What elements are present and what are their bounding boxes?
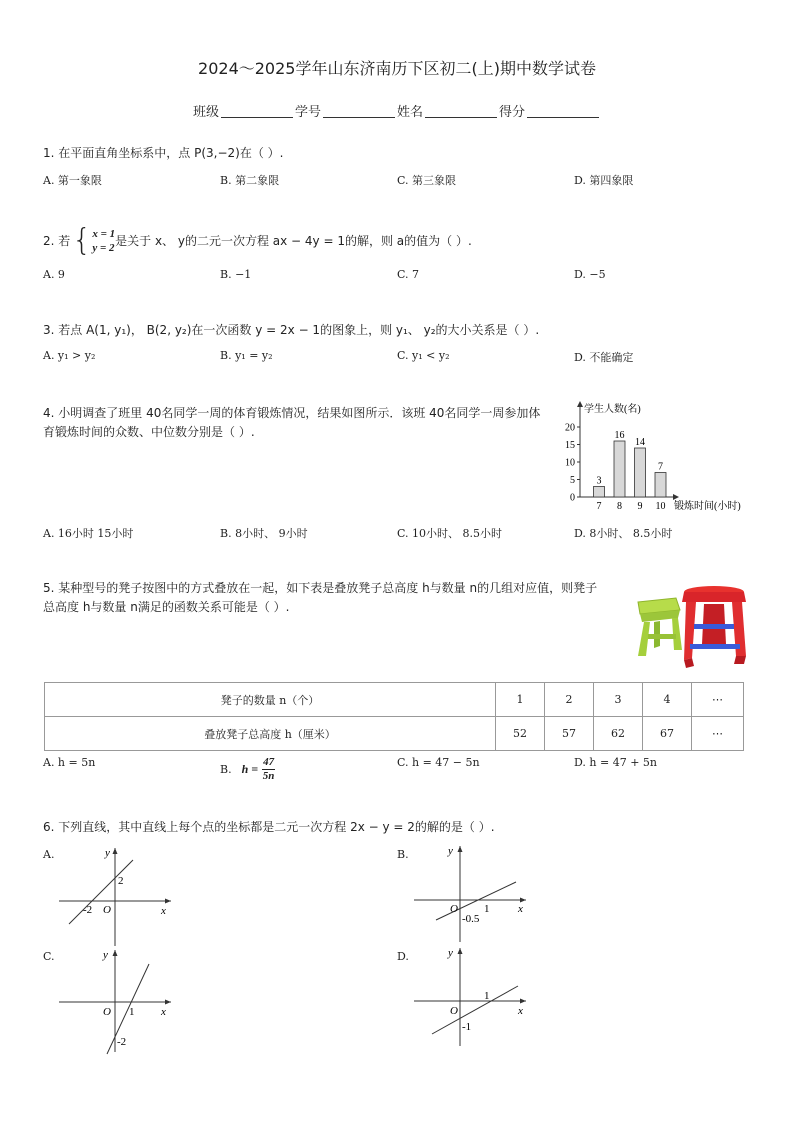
table-cell: 4 bbox=[643, 683, 692, 717]
line-graph bbox=[432, 986, 518, 1034]
bar-value-label: 7 bbox=[658, 461, 663, 473]
chart-bar bbox=[614, 441, 625, 497]
y-tick-label: 20 bbox=[565, 422, 575, 434]
q2-option-a: A. 9 bbox=[43, 268, 65, 281]
x-axis-label: x bbox=[161, 1006, 166, 1018]
x-tick-label: 8 bbox=[617, 501, 622, 512]
page-title: 2024～2025学年山东济南历下区初二(上)期中数学试卷 bbox=[198, 59, 596, 78]
q1-option-c: C. 第三象限 bbox=[397, 174, 457, 187]
origin-label: O bbox=[450, 903, 458, 915]
q2-stem-pre: 2. 若 bbox=[43, 233, 71, 248]
q3-stem: 3. 若点 A(1, y₁)， B(2, y₂)在一次函数 y = 2x − 1的图象上，则 y₁、 y₂的大小关系是（ ）. bbox=[43, 323, 540, 337]
tick-label: -2 bbox=[117, 1036, 127, 1048]
q5-option-b-h: h = bbox=[241, 762, 259, 776]
chart-bar bbox=[635, 448, 646, 497]
q4-bar-chart bbox=[560, 398, 760, 516]
x-arrow-icon bbox=[520, 898, 526, 903]
tick-label: 2 bbox=[118, 875, 124, 887]
q1-option-a: A. 第一象限 bbox=[43, 174, 102, 187]
bar-value-label: 3 bbox=[596, 475, 602, 487]
x-axis-label: x bbox=[161, 905, 166, 917]
q4-option-d: D. 8小时、 8.5小时 bbox=[574, 527, 673, 540]
q2-option-b: B. −1 bbox=[220, 268, 252, 281]
q4-option-c: C. 10小时、 8.5小时 bbox=[397, 527, 503, 540]
id-label: 学号 bbox=[294, 105, 321, 120]
x-tick-label: 9 bbox=[637, 501, 643, 512]
y-arrow-icon bbox=[113, 950, 118, 956]
x-tick-label: 10 bbox=[655, 501, 666, 512]
table-cell: ⋯ bbox=[692, 717, 744, 751]
student-info-line bbox=[0, 101, 794, 120]
q5-data-table bbox=[44, 682, 744, 751]
q5-stem-line-1: 5. 某种型号的凳子按图中的方式叠放在一起，如下表是叠放凳子总高度 h与数量 n的几组对应值，则凳子 bbox=[43, 581, 598, 595]
table-cell: 52 bbox=[496, 717, 545, 751]
q4-option-b: B. 8小时、 9小时 bbox=[220, 527, 308, 540]
q6-graph-c bbox=[55, 944, 180, 1056]
q5-stem-line-2: 总高度 h与数量 n满足的函数关系可能是（ ）. bbox=[43, 600, 290, 614]
line-graph bbox=[107, 964, 149, 1054]
id-blank bbox=[323, 105, 395, 118]
equation-system bbox=[92, 227, 115, 255]
chart-bar bbox=[655, 473, 666, 498]
x-axis-label: x bbox=[518, 1005, 523, 1017]
name-blank bbox=[425, 105, 497, 118]
table-cell: 62 bbox=[594, 717, 643, 751]
chart-ylabel: 学生人数(名) bbox=[584, 404, 641, 415]
row1-label: 凳子的数量 n（个） bbox=[45, 683, 496, 717]
table-cell: 67 bbox=[643, 717, 692, 751]
q4-option-a: A. 16小时 15小时 bbox=[43, 527, 134, 540]
y-tick-label: 15 bbox=[565, 440, 575, 451]
x-axis-label: x bbox=[518, 903, 523, 915]
score-label: 得分 bbox=[499, 105, 526, 120]
q6-graph-d bbox=[410, 944, 535, 1049]
q1-option-d: D. 第四象限 bbox=[574, 174, 634, 187]
table-row bbox=[45, 683, 744, 717]
bar-value-label: 14 bbox=[635, 437, 645, 448]
table-row bbox=[45, 717, 744, 751]
system-line-1: x = 1 bbox=[92, 228, 116, 240]
q5-option-a: A. h = 5n bbox=[43, 756, 96, 769]
q4-stem-line-1: 4. 小明调查了班里 40名同学一周的体育锻炼情况，结果如图所示．该班 40名同学一周参加体 bbox=[43, 406, 541, 420]
fraction-numerator: 47 bbox=[263, 756, 275, 768]
q6-option-b: B. bbox=[397, 848, 409, 861]
q6-option-a: A. bbox=[43, 848, 55, 861]
q5-option-b bbox=[220, 756, 275, 783]
x-arrow-icon bbox=[165, 1000, 171, 1005]
origin-label: O bbox=[103, 904, 111, 916]
x-arrow-icon bbox=[165, 899, 171, 904]
stacked-stools-image bbox=[628, 584, 748, 670]
q2-stem bbox=[43, 224, 472, 258]
y-tick-label: 10 bbox=[565, 457, 575, 469]
q3-option-d: D. 不能确定 bbox=[574, 351, 634, 364]
red-stool bbox=[682, 586, 746, 668]
q5-option-d: D. h = 47 + 5n bbox=[574, 756, 658, 769]
table-cell: 2 bbox=[545, 683, 594, 717]
q3-option-a: A. y₁ > y₂ bbox=[43, 349, 96, 362]
tick-label: 1 bbox=[129, 1006, 135, 1018]
q5-option-b-letter: B. bbox=[220, 763, 232, 776]
fraction-denominator: 5n bbox=[262, 770, 275, 782]
tick-label: 1 bbox=[484, 990, 490, 1002]
q6-option-d: D. bbox=[397, 950, 409, 963]
bar-value-label: 16 bbox=[614, 430, 625, 441]
q1-option-b: B. 第二象限 bbox=[220, 174, 280, 187]
line-graph bbox=[69, 860, 133, 924]
y-axis-label: y bbox=[103, 949, 108, 961]
q1-stem: 1. 在平面直角坐标系中，点 P(3,−2)在（ ）. bbox=[43, 146, 284, 160]
y-tick-label: 0 bbox=[570, 492, 575, 504]
chart-bar bbox=[594, 487, 605, 498]
brace-symbol: { bbox=[72, 223, 92, 258]
tick-label: -0.5 bbox=[462, 913, 480, 925]
row2-label: 叠放凳子总高度 h（厘米） bbox=[45, 717, 496, 751]
x-tick-label: 7 bbox=[596, 501, 602, 512]
tick-label: -2 bbox=[83, 904, 93, 916]
q6-graph-a bbox=[55, 842, 180, 952]
q2-option-c: C. 7 bbox=[397, 268, 420, 281]
q4-stem-line-2: 育锻炼时间的众数、中位数分别是（ ）. bbox=[43, 425, 255, 439]
y-axis-label: y bbox=[105, 847, 110, 859]
tick-label: 1 bbox=[484, 903, 490, 915]
name-label: 姓名 bbox=[397, 105, 424, 120]
y-arrow-icon bbox=[113, 848, 118, 854]
y-arrow-icon bbox=[458, 846, 463, 852]
table-cell: 57 bbox=[545, 717, 594, 751]
q2-stem-post: 是关于 x、 y的二元一次方程 ax − 4y = 1的解，则 a的值为（ ）. bbox=[115, 233, 472, 248]
y-tick-label: 5 bbox=[570, 475, 575, 486]
q6-graph-b bbox=[410, 842, 535, 947]
table-cell: 3 bbox=[594, 683, 643, 717]
q5-option-b-fraction bbox=[262, 756, 275, 783]
green-stool bbox=[638, 598, 682, 656]
q5-option-c: C. h = 47 − 5n bbox=[397, 756, 480, 769]
q3-option-c: C. y₁ < y₂ bbox=[397, 349, 450, 362]
class-blank bbox=[221, 105, 293, 118]
q6-stem: 6. 下列直线，其中直线上每个点的坐标都是二元一次方程 2x − y = 2的解的是（ ）. bbox=[43, 820, 495, 834]
table-cell: 1 bbox=[496, 683, 545, 717]
origin-label: O bbox=[103, 1006, 111, 1018]
x-arrow-icon bbox=[520, 999, 526, 1004]
chart-xlabel: 锻炼时间(小时) bbox=[674, 501, 741, 512]
class-label: 班级 bbox=[192, 105, 219, 120]
y-axis-label: y bbox=[448, 947, 453, 959]
tick-label: -1 bbox=[462, 1021, 472, 1033]
system-line-2: y = 2 bbox=[92, 242, 115, 254]
q6-option-c: C. bbox=[43, 950, 55, 963]
y-axis-label: y bbox=[448, 845, 453, 857]
y-arrow-icon bbox=[458, 948, 463, 954]
q2-option-d: D. −5 bbox=[574, 268, 606, 281]
origin-label: O bbox=[450, 1005, 458, 1017]
table-cell: ⋯ bbox=[692, 683, 744, 717]
q3-option-b: B. y₁ = y₂ bbox=[220, 349, 273, 362]
score-blank bbox=[527, 105, 599, 118]
